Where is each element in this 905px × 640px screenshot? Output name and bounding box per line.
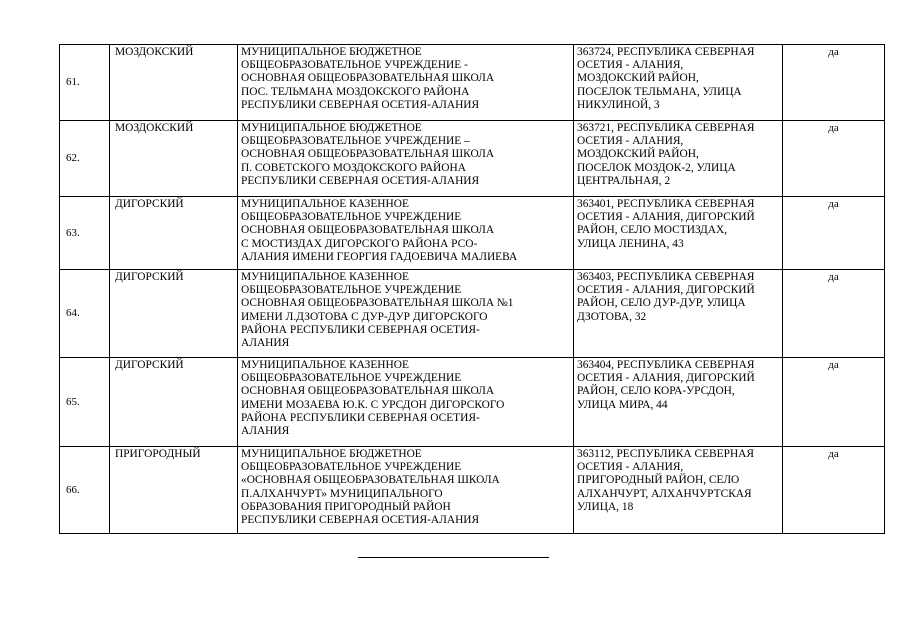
flag-cell: да bbox=[783, 447, 885, 534]
address-cell: 363721, РЕСПУБЛИКА СЕВЕРНАЯ ОСЕТИЯ - АЛАНИЯ, МОЗДОКСКИЙ РАЙОН, ПОСЕЛОК МОЗДОК-2, УЛИЦА ЦЕНТРАЛЬНАЯ, 2 bbox=[574, 121, 783, 197]
address-cell: 363403, РЕСПУБЛИКА СЕВЕРНАЯ ОСЕТИЯ - АЛАНИЯ, ДИГОРСКИЙ РАЙОН, СЕЛО ДУР-ДУР, УЛИЦА ДЗОТОВА, 32 bbox=[574, 270, 783, 358]
district-cell: ДИГОРСКИЙ bbox=[110, 358, 238, 447]
row-number: 66. bbox=[60, 447, 110, 534]
school-name-cell: МУНИЦИПАЛЬНОЕ КАЗЕННОЕ ОБЩЕОБРАЗОВАТЕЛЬНОЕ УЧРЕЖДЕНИЕ ОСНОВНАЯ ОБЩЕОБРАЗОВАТЕЛЬНАЯ ШКОЛА С МОСТИЗДАХ ДИГОРСКОГО РАЙОНА РСО- АЛАНИЯ ИМЕНИ ГЕОРГИЯ ГАДОЕВИЧА МАЛИЕВА bbox=[238, 197, 574, 270]
address-cell: 363401, РЕСПУБЛИКА СЕВЕРНАЯ ОСЕТИЯ - АЛАНИЯ, ДИГОРСКИЙ РАЙОН, СЕЛО МОСТИЗДАХ, УЛИЦА ЛЕНИНА, 43 bbox=[574, 197, 783, 270]
address-cell: 363404, РЕСПУБЛИКА СЕВЕРНАЯ ОСЕТИЯ - АЛАНИЯ, ДИГОРСКИЙ РАЙОН, СЕЛО КОРА-УРСДОН, УЛИЦА МИРА, 44 bbox=[574, 358, 783, 447]
table-row bbox=[60, 197, 885, 270]
table-row bbox=[60, 270, 885, 358]
row-number: 64. bbox=[60, 270, 110, 358]
table-row bbox=[60, 121, 885, 197]
footnote-separator-line bbox=[358, 557, 549, 558]
district-cell: ПРИГОРОДНЫЙ bbox=[110, 447, 238, 534]
flag-cell: да bbox=[783, 270, 885, 358]
address-cell: 363112, РЕСПУБЛИКА СЕВЕРНАЯ ОСЕТИЯ - АЛАНИЯ, ПРИГОРОДНЫЙ РАЙОН, СЕЛО АЛХАНЧУРТ, АЛХАНЧУРТСКАЯ УЛИЦА, 18 bbox=[574, 447, 783, 534]
flag-cell: да bbox=[783, 121, 885, 197]
school-name-cell: МУНИЦИПАЛЬНОЕ БЮДЖЕТНОЕ ОБЩЕОБРАЗОВАТЕЛЬНОЕ УЧРЕЖДЕНИЕ «ОСНОВНАЯ ОБЩЕОБРАЗОВАТЕЛЬНАЯ ШКОЛА П.АЛХАНЧУРТ» МУНИЦИПАЛЬНОГО ОБРАЗОВАНИЯ ПРИГОРОДНЫЙ РАЙОН РЕСПУБЛИКИ СЕВЕРНАЯ ОСЕТИЯ-АЛАНИЯ bbox=[238, 447, 574, 534]
table-row bbox=[60, 447, 885, 534]
school-name-cell: МУНИЦИПАЛЬНОЕ БЮДЖЕТНОЕ ОБЩЕОБРАЗОВАТЕЛЬНОЕ УЧРЕЖДЕНИЕ - ОСНОВНАЯ ОБЩЕОБРАЗОВАТЕЛЬНАЯ ШКОЛА ПОС. ТЕЛЬМАНА МОЗДОКСКОГО РАЙОНА РЕСПУБЛИКИ СЕВЕРНАЯ ОСЕТИЯ-АЛАНИЯ bbox=[238, 45, 574, 121]
flag-cell: да bbox=[783, 197, 885, 270]
row-number: 65. bbox=[60, 358, 110, 447]
district-cell: ДИГОРСКИЙ bbox=[110, 270, 238, 358]
flag-cell: да bbox=[783, 45, 885, 121]
school-name-cell: МУНИЦИПАЛЬНОЕ БЮДЖЕТНОЕ ОБЩЕОБРАЗОВАТЕЛЬНОЕ УЧРЕЖДЕНИЕ – ОСНОВНАЯ ОБЩЕОБРАЗОВАТЕЛЬНАЯ ШКОЛА П. СОВЕТСКОГО МОЗДОКСКОГО РАЙОНА РЕСПУБЛИКИ СЕВЕРНАЯ ОСЕТИЯ-АЛАНИЯ bbox=[238, 121, 574, 197]
row-number: 63. bbox=[60, 197, 110, 270]
district-cell: МОЗДОКСКИЙ bbox=[110, 45, 238, 121]
address-cell: 363724, РЕСПУБЛИКА СЕВЕРНАЯ ОСЕТИЯ - АЛАНИЯ, МОЗДОКСКИЙ РАЙОН, ПОСЕЛОК ТЕЛЬМАНА, УЛИЦА НИКУЛИНОЙ, 3 bbox=[574, 45, 783, 121]
table-row bbox=[60, 358, 885, 447]
district-cell: ДИГОРСКИЙ bbox=[110, 197, 238, 270]
district-cell: МОЗДОКСКИЙ bbox=[110, 121, 238, 197]
schools-table bbox=[59, 44, 885, 534]
row-number: 62. bbox=[60, 121, 110, 197]
school-name-cell: МУНИЦИПАЛЬНОЕ КАЗЕННОЕ ОБЩЕОБРАЗОВАТЕЛЬНОЕ УЧРЕЖДЕНИЕ ОСНОВНАЯ ОБЩЕОБРАЗОВАТЕЛЬНАЯ ШКОЛА ИМЕНИ МОЗАЕВА Ю.К. С УРСДОН ДИГОРСКОГО РАЙОНА РЕСПУБЛИКИ СЕВЕРНАЯ ОСЕТИЯ- АЛАНИЯ bbox=[238, 358, 574, 447]
school-name-cell: МУНИЦИПАЛЬНОЕ КАЗЕННОЕ ОБЩЕОБРАЗОВАТЕЛЬНОЕ УЧРЕЖДЕНИЕ ОСНОВНАЯ ОБЩЕОБРАЗОВАТЕЛЬНАЯ ШКОЛА №1 ИМЕНИ Л.ДЗОТОВА С ДУР-ДУР ДИГОРСКОГО РАЙОНА РЕСПУБЛИКИ СЕВЕРНАЯ ОСЕТИЯ- АЛАНИЯ bbox=[238, 270, 574, 358]
table-row bbox=[60, 45, 885, 121]
flag-cell: да bbox=[783, 358, 885, 447]
row-number: 61. bbox=[60, 45, 110, 121]
